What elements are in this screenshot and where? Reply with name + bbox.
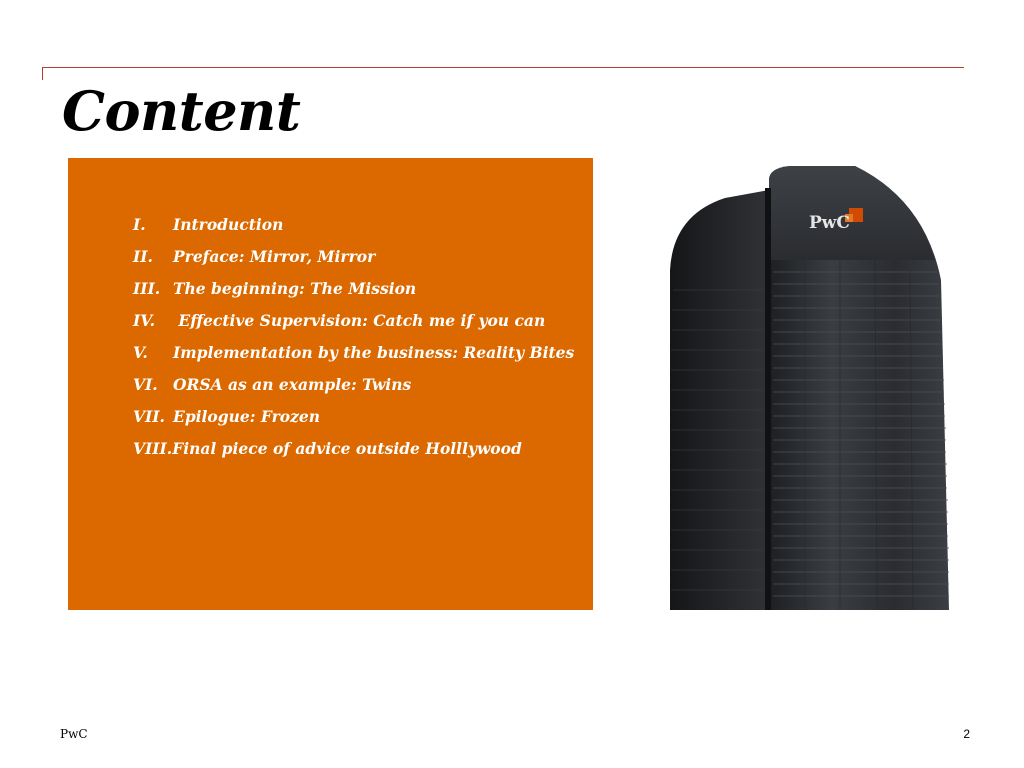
toc-item-text: Preface: Mirror, Mirror xyxy=(173,247,376,266)
toc-item-number: V. xyxy=(133,343,148,362)
page-number: 2 xyxy=(963,727,970,741)
table-of-contents xyxy=(133,213,574,469)
top-rule-tick xyxy=(42,67,43,80)
toc-item xyxy=(133,245,574,277)
footer-brand: PwC xyxy=(60,727,88,741)
toc-item-text: Epilogue: Frozen xyxy=(173,407,321,426)
top-rule xyxy=(42,67,964,68)
toc-item-text: The beginning: The Mission xyxy=(173,279,417,298)
contents-panel xyxy=(68,158,593,610)
toc-item-number: VI. xyxy=(133,375,158,394)
toc-item xyxy=(133,277,574,309)
slide-title: Content xyxy=(62,79,301,143)
toc-item xyxy=(133,437,574,469)
toc-item-number: III. xyxy=(133,279,161,298)
toc-item-text: Introduction xyxy=(173,215,284,234)
pwc-tower-image xyxy=(665,160,955,612)
toc-item-text: ORSA as an example: Twins xyxy=(173,375,412,394)
toc-item xyxy=(133,405,574,437)
pwc-tower-icon xyxy=(665,160,955,612)
toc-item xyxy=(133,309,574,341)
toc-item-number: VIII. xyxy=(133,439,173,458)
toc-item-text: Implementation by the business: Reality Bites xyxy=(173,343,575,362)
toc-item xyxy=(133,341,574,373)
toc-item-text: Final piece of advice outside Holllywood xyxy=(172,439,522,458)
toc-item xyxy=(133,373,574,405)
toc-item-number: I. xyxy=(133,215,146,234)
toc-item-number: II. xyxy=(133,247,153,266)
toc-item-text: Effective Supervision: Catch me if you can xyxy=(173,311,546,330)
toc-item-number: IV. xyxy=(133,311,155,330)
building-logo-text: PwC xyxy=(809,213,850,233)
toc-item-number: VII. xyxy=(133,407,165,426)
toc-item xyxy=(133,213,574,245)
